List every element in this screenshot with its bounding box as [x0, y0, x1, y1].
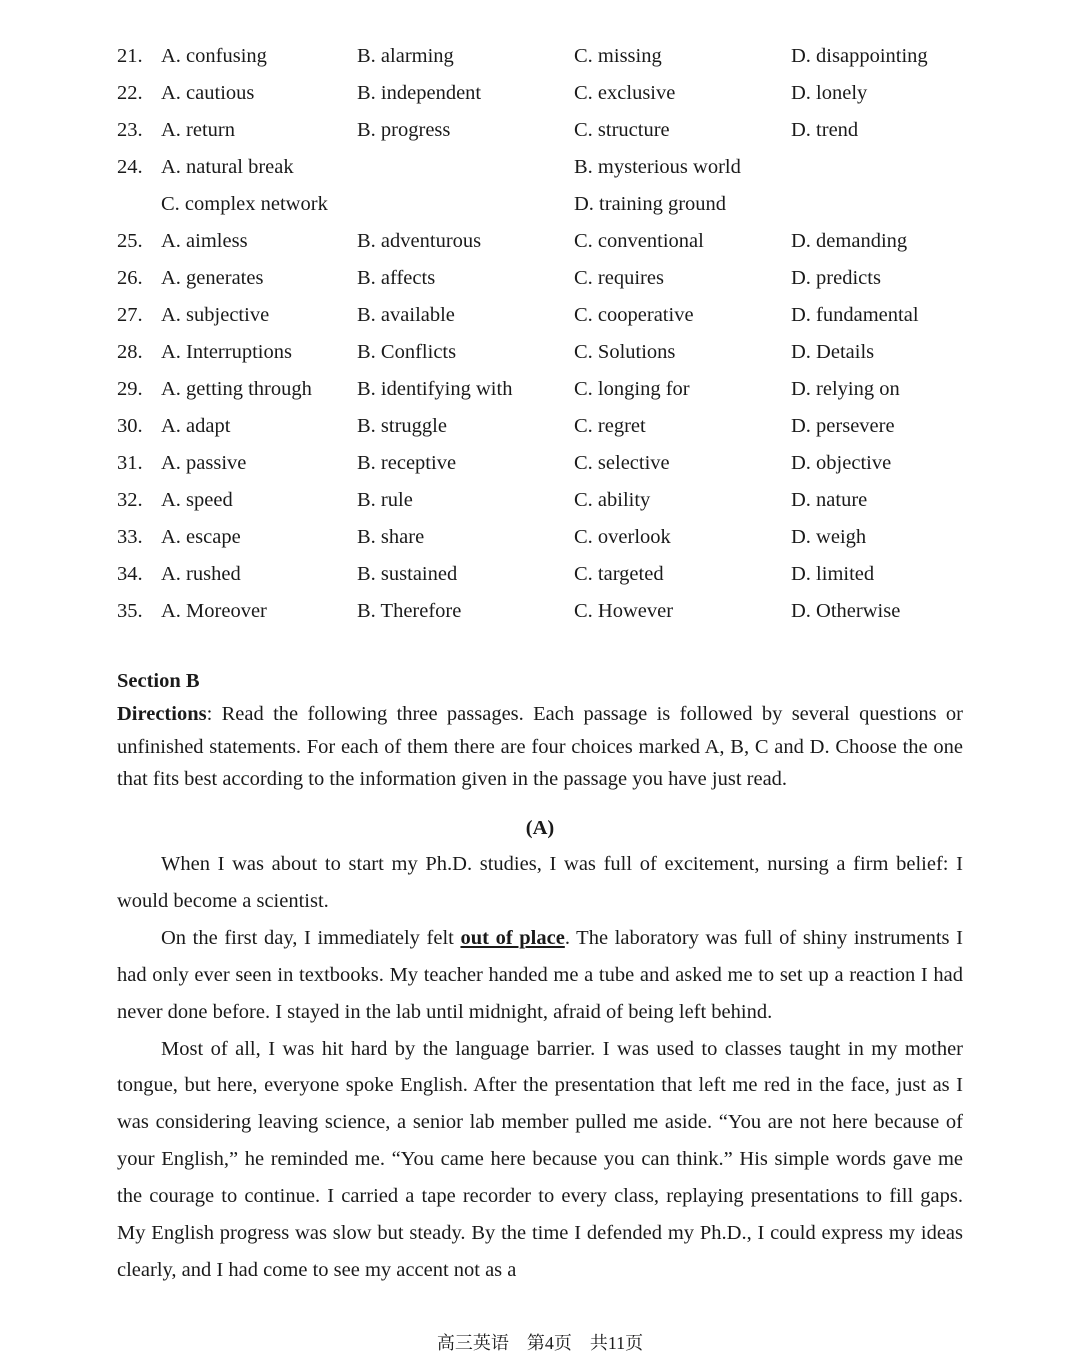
option-d: D. relying on [791, 378, 900, 400]
option-b: B. struggle [357, 415, 447, 437]
question-row-33 [0, 519, 1080, 556]
question-number: 22. [117, 82, 143, 104]
question-row-24-continued [0, 186, 1080, 223]
question-number: 26. [117, 267, 143, 289]
question-row-29 [0, 371, 1080, 408]
paragraph-1: When I was about to start my Ph.D. studies, I was full of excitement, nursing a firm belief: I would become a scientist. [117, 853, 963, 912]
option-c: C. complex network [161, 193, 328, 215]
question-row-34 [0, 556, 1080, 593]
option-c: C. selective [574, 452, 670, 474]
question-number: 31. [117, 452, 143, 474]
option-a: A. generates [161, 267, 264, 289]
option-a: A. adapt [161, 415, 231, 437]
question-number: 29. [117, 378, 143, 400]
option-c: C. regret [574, 415, 646, 437]
option-c: C. targeted [574, 563, 664, 585]
underlined-phrase: out of place [460, 926, 565, 949]
passage-label: (A) [525, 817, 555, 839]
option-a: A. Interruptions [161, 341, 292, 363]
option-d: D. objective [791, 452, 892, 474]
option-a: A. return [161, 119, 236, 141]
option-b: B. rule [357, 489, 413, 511]
option-b: B. sustained [357, 563, 458, 585]
option-b: B. available [357, 304, 455, 326]
option-a: A. confusing [161, 45, 267, 67]
question-row-24 [0, 149, 1080, 186]
option-d: D. Details [791, 341, 875, 363]
option-c: C. missing [574, 45, 662, 67]
question-number: 23. [117, 119, 143, 141]
option-c: C. ability [574, 489, 651, 511]
question-row-30 [0, 408, 1080, 445]
option-a: A. passive [161, 452, 247, 474]
paragraph-3: Most of all, I was hit hard by the language barrier. I was used to classes taught in my mother tongue, but here, everyone spoke English. After the presentation that left me red in the face, just as I was considering leaving science, a senior lab member pulled me aside. “You are not here because of your English,” he reminded me. “You came here because you can think.” His simple words gave me the courage to continue. I carried a tape recorder to every class, replaying presentations to fill gaps. My English progress was slow but steady. By the time I defended my Ph.D., I could express my ideas clearly, and I had come to see my accent not as a [117, 1037, 963, 1281]
option-a: A. getting through [161, 378, 312, 400]
option-d: D. demanding [791, 230, 908, 252]
option-a: A. subjective [161, 304, 270, 326]
option-d: D. trend [791, 119, 859, 141]
question-row-31 [0, 445, 1080, 482]
option-d: D. weigh [791, 526, 867, 548]
option-c: C. cooperative [574, 304, 694, 326]
question-number: 30. [117, 415, 143, 437]
page-footer: 高三英语 第4页 共11页 [436, 1333, 644, 1353]
question-number: 24. [117, 156, 143, 178]
option-b: B. Conflicts [357, 341, 457, 363]
question-row-21 [0, 38, 1080, 75]
option-d: D. disappointing [791, 45, 928, 67]
option-d: D. training ground [574, 193, 727, 215]
option-d: D. fundamental [791, 304, 919, 326]
option-a: A. escape [161, 526, 241, 548]
question-row-32 [0, 482, 1080, 519]
option-d: D. Otherwise [791, 600, 901, 622]
section-b-title: Section B [117, 670, 200, 692]
question-number: 21. [117, 45, 143, 67]
option-a: A. natural break [161, 156, 294, 178]
question-row-25 [0, 223, 1080, 260]
directions [117, 698, 963, 796]
option-d: D. lonely [791, 82, 868, 104]
option-d: D. predicts [791, 267, 881, 289]
option-d: D. limited [791, 563, 875, 585]
question-number: 35. [117, 600, 143, 622]
question-number: 28. [117, 341, 143, 363]
option-a: A. speed [161, 489, 233, 511]
question-number: 33. [117, 526, 143, 548]
option-b: B. independent [357, 82, 482, 104]
option-c: C. longing for [574, 378, 690, 400]
question-row-23 [0, 112, 1080, 149]
question-row-35 [0, 593, 1080, 630]
directions-text: : Read the following three passages. Each passage is followed by several questions or unfinished statements. For each of them there are four choices marked A, B, C and D. Choose the one that fits best according to the information given in the passage you have just read. [117, 703, 963, 790]
paragraph-2-end: . The laboratory was full of shiny instruments I had only ever seen in textbooks. My teacher handed me a tube and asked me to set up a reaction I had never done before. I stayed in the lab until midnight, afraid of being left behind. [117, 926, 963, 1023]
paragraph-2 [117, 920, 963, 1031]
question-number: 34. [117, 563, 143, 585]
option-a: A. rushed [161, 563, 241, 585]
option-a: A. aimless [161, 230, 248, 252]
question-row-26 [0, 260, 1080, 297]
option-b: B. alarming [357, 45, 454, 67]
option-d: D. persevere [791, 415, 895, 437]
question-row-27 [0, 297, 1080, 334]
paragraph-2-start: On the first day, I immediately felt [161, 926, 461, 949]
option-c: C. However [574, 600, 674, 622]
option-b: B. receptive [357, 452, 457, 474]
option-c: C. overlook [574, 526, 671, 548]
option-b: B. affects [357, 267, 436, 289]
passage-body [117, 846, 963, 1289]
question-number: 27. [117, 304, 143, 326]
option-a: A. Moreover [161, 600, 267, 622]
option-b: B. share [357, 526, 425, 548]
directions-label: Directions [117, 703, 207, 725]
option-b: B. adventurous [357, 230, 482, 252]
option-c: C. conventional [574, 230, 704, 252]
option-c: C. requires [574, 267, 664, 289]
question-row-22 [0, 75, 1080, 112]
question-number: 32. [117, 489, 143, 511]
option-c: C. exclusive [574, 82, 676, 104]
option-c: C. structure [574, 119, 670, 141]
option-c: C. Solutions [574, 341, 676, 363]
option-b: B. progress [357, 119, 451, 141]
option-a: A. cautious [161, 82, 255, 104]
option-b: B. mysterious world [574, 156, 741, 178]
question-row-28 [0, 334, 1080, 371]
option-b: B. Therefore [357, 600, 462, 622]
question-number: 25. [117, 230, 143, 252]
option-b: B. identifying with [357, 378, 513, 400]
option-d: D. nature [791, 489, 868, 511]
